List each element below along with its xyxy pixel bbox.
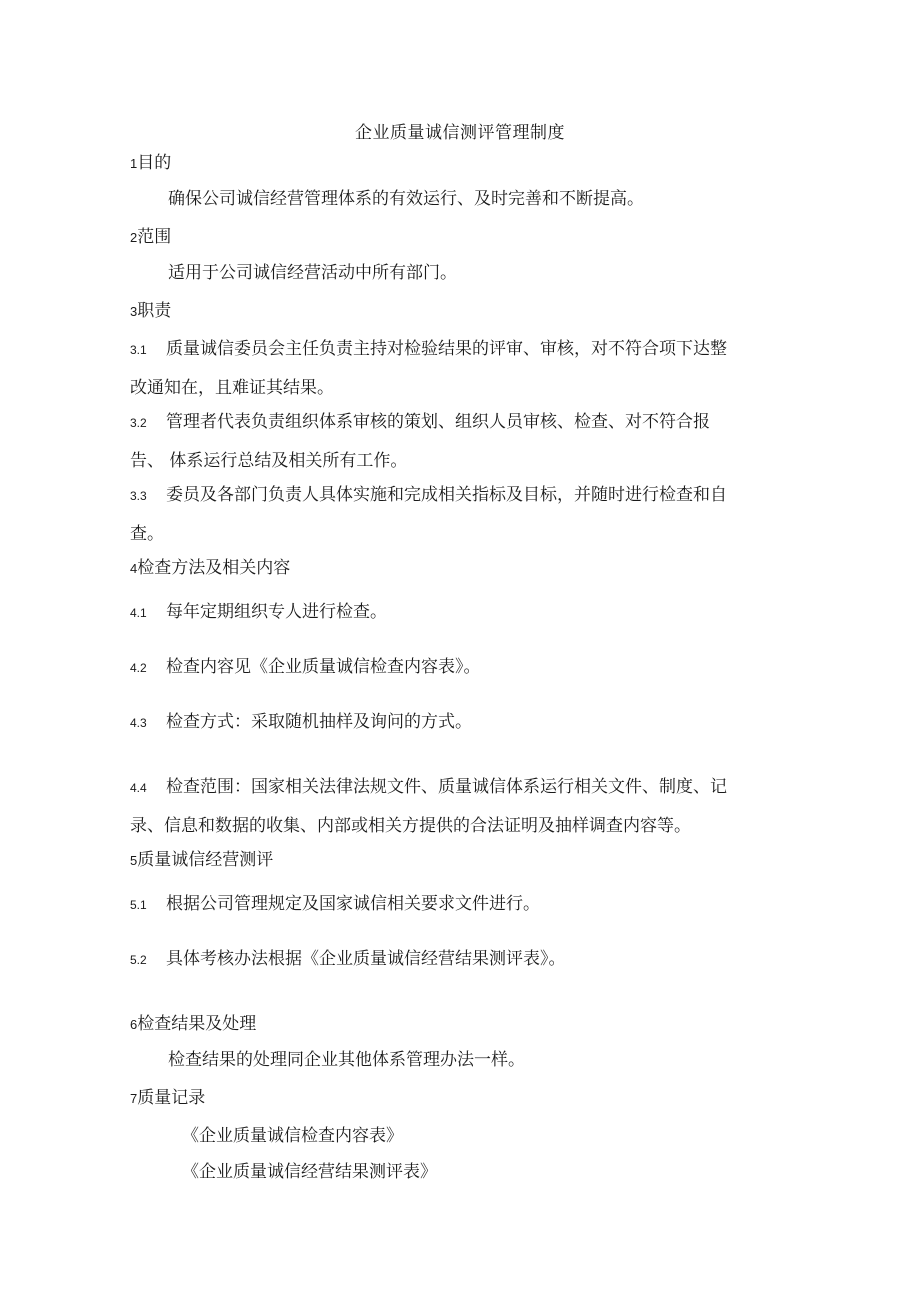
document-title: 企业质量诚信测评管理制度 <box>355 123 565 143</box>
section-1-heading <box>130 144 790 183</box>
item-3-3 <box>130 476 790 553</box>
section-title: 质量诚信经营测评 <box>137 850 274 870</box>
item-5-2 <box>130 940 790 979</box>
section-title: 范围 <box>137 227 172 247</box>
item-4-1 <box>130 593 790 632</box>
item-line-1: 检查范围：国家相关法律法规文件、质量诚信体系运行相关文件、制度、记 <box>166 777 727 797</box>
section-2-text: 适用于公司诚信经营活动中所有部门。 <box>168 263 457 283</box>
item-3-1 <box>130 330 790 407</box>
item-line-2: 告、 体系运行总结及相关所有工作。 <box>130 451 408 471</box>
item-number: 4.3 <box>130 716 147 730</box>
item-line-1: 根据公司管理规定及国家诚信相关要求文件进行。 <box>166 894 540 914</box>
section-title: 职责 <box>137 301 172 321</box>
section-5-heading <box>130 841 790 880</box>
item-number: 3.2 <box>130 416 147 430</box>
item-line-1: 质量诚信委员会主任负责主持对检验结果的评审、审核，对不符合项下达整 <box>166 339 727 359</box>
item-line-2: 录、信息和数据的收集、内部或相关方提供的合法证明及抽样调查内容等。 <box>130 816 691 836</box>
section-number: 1 <box>130 156 138 171</box>
item-number: 4.4 <box>130 781 147 795</box>
section-number: 7 <box>130 1091 138 1106</box>
item-line-2: 改通知在，且难证其结果。 <box>130 378 334 398</box>
item-4-2 <box>130 648 790 687</box>
item-number: 4.2 <box>130 661 147 675</box>
record-item: 《企业质量诚信经营结果测评表》 <box>182 1162 437 1182</box>
item-3-2 <box>130 403 790 480</box>
section-4-heading <box>130 549 790 588</box>
item-line-1: 检查内容见《企业质量诚信检查内容表》。 <box>166 657 481 677</box>
section-number: 5 <box>130 853 138 868</box>
section-3-heading <box>130 292 790 331</box>
item-4-3 <box>130 703 790 742</box>
section-number: 6 <box>130 1017 138 1032</box>
item-number: 3.3 <box>130 489 147 503</box>
section-title: 目的 <box>137 153 172 173</box>
section-1-text: 确保公司诚信经营管理体系的有效运行、及时完善和不断提高。 <box>168 189 644 209</box>
item-line-1: 检查方式：采取随机抽样及询问的方式。 <box>166 712 472 732</box>
record-item: 《企业质量诚信检查内容表》 <box>182 1126 403 1146</box>
section-6-text: 检查结果的处理同企业其他体系管理办法一样。 <box>168 1050 525 1070</box>
item-line-1: 委员及各部门负责人具体实施和完成相关指标及目标，并随时进行检查和自 <box>166 485 727 505</box>
item-number: 5.2 <box>130 953 147 967</box>
item-number: 5.1 <box>130 898 147 912</box>
section-7-heading <box>130 1079 790 1118</box>
item-line-1: 每年定期组织专人进行检查。 <box>166 602 387 622</box>
section-title: 检查结果及处理 <box>137 1014 257 1034</box>
item-line-2: 查。 <box>130 524 164 544</box>
item-number: 4.1 <box>130 606 147 620</box>
item-5-1 <box>130 885 790 924</box>
section-number: 3 <box>130 304 138 319</box>
item-number: 3.1 <box>130 343 147 357</box>
section-2-heading <box>130 218 790 257</box>
section-title: 质量记录 <box>137 1088 206 1108</box>
section-6-heading <box>130 1005 790 1044</box>
item-4-4 <box>130 768 790 845</box>
item-line-1: 具体考核办法根据《企业质量诚信经营结果测评表》。 <box>166 949 566 969</box>
section-title: 检查方法及相关内容 <box>137 558 291 578</box>
item-line-1: 管理者代表负责组织体系审核的策划、组织人员审核、检查、对不符合报 <box>166 412 710 432</box>
section-number: 4 <box>130 561 138 576</box>
section-number: 2 <box>130 230 138 245</box>
